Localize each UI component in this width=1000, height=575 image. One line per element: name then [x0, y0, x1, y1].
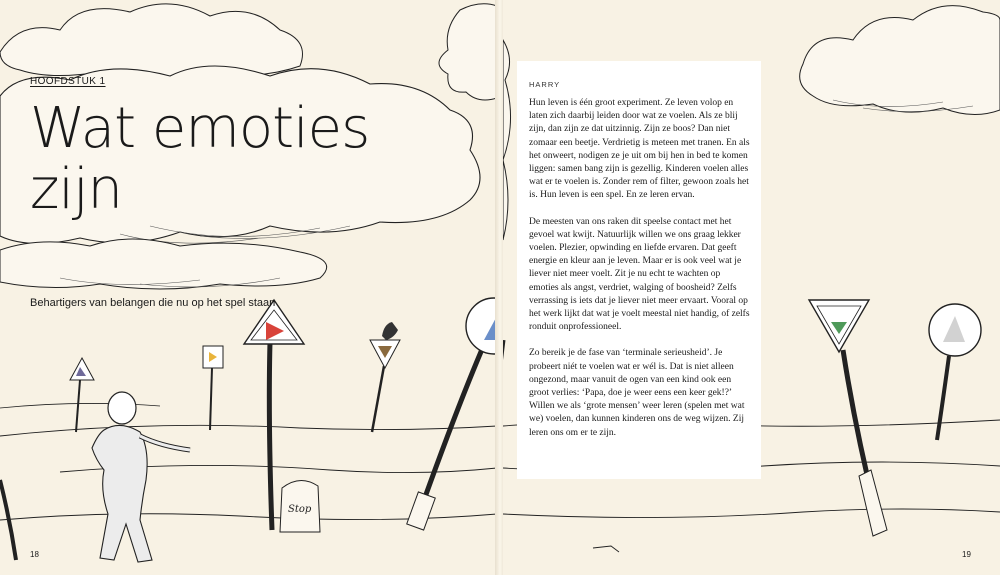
stop-text: Stop — [288, 504, 312, 515]
person-body — [92, 425, 152, 562]
title-line-1: Wat emoties — [30, 96, 370, 161]
cloud-right-edge — [439, 4, 497, 100]
page-number-left: 18 — [30, 550, 39, 559]
text-panel — [517, 61, 761, 479]
author-name: HARRY — [529, 80, 561, 89]
person-head — [108, 392, 136, 424]
title-line-2: zijn — [30, 157, 123, 222]
paragraph: Zo bereik je de fase van ‘terminale serieusheid’. Je probeert niét te voelen wat er wél is. Dat is niet alleen ongezond, maar vanuit de ogen van een kind ook een groot verlies: ‘Papa, doe je weer eens een keer gek!?’ Willen we als ‘grote mensen’ weer leren (spelen met wat we) voelen, dan kunnen kinderen ons de weg wijzen. Zij leren ons om er te zijn. — [529, 348, 745, 438]
chapter-title — [30, 98, 369, 220]
paragraph: De meesten van ons raken dit speelse contact met het gevoel wat kwijt. Natuurlijk willen we ons graag lekker voelen. Plezier, opwinding en liefde ervaren. Dat geeft energie en kleur aan je leven. Maar er is ook veel wat je liever niet meer voelt. Zit je nu echt te wachten op emoties als angst, verdriet, walging of boosheid? Zelfs verrassing is iets dat je liever niet meer ervaart. Vooral op het werk lijkt dat wat je voelt meestal niet handig, of zelfs ronduit onprofessioneel. — [529, 216, 750, 333]
cloud-right-top — [800, 6, 1000, 115]
cloud-lower — [0, 239, 327, 289]
chapter-subtitle: Behartigers van belangen die nu op het spel staan — [30, 297, 276, 309]
cloud-top — [0, 4, 303, 78]
chapter-label: HOOFDSTUK 1 — [30, 76, 106, 87]
body-text — [529, 97, 751, 453]
sign-small-left — [70, 358, 94, 380]
left-page — [0, 0, 497, 575]
page-number-right: 19 — [962, 550, 971, 559]
bird — [382, 322, 398, 340]
paragraph: Hun leven is één groot experiment. Ze leven volop en laten zich daarbij leiden door wat ze voelen. Als ze blij zijn, dan zijn ze dat uitzinnig. Zijn ze boos? Dan niet zomaar een beetje. Verdrietig is meteen met tranen. En als het onweert, nodigen ze je uit om bij hen in bed te komen liggen: samen bang zijn is gezellig. Kinderen voelen alles wat er te voelen is. Zonder rem of filter, gewoon zoals het is. Hun leven is een spel. En ze leren ervan. — [529, 98, 750, 201]
cloud-left-edge — [503, 40, 511, 240]
